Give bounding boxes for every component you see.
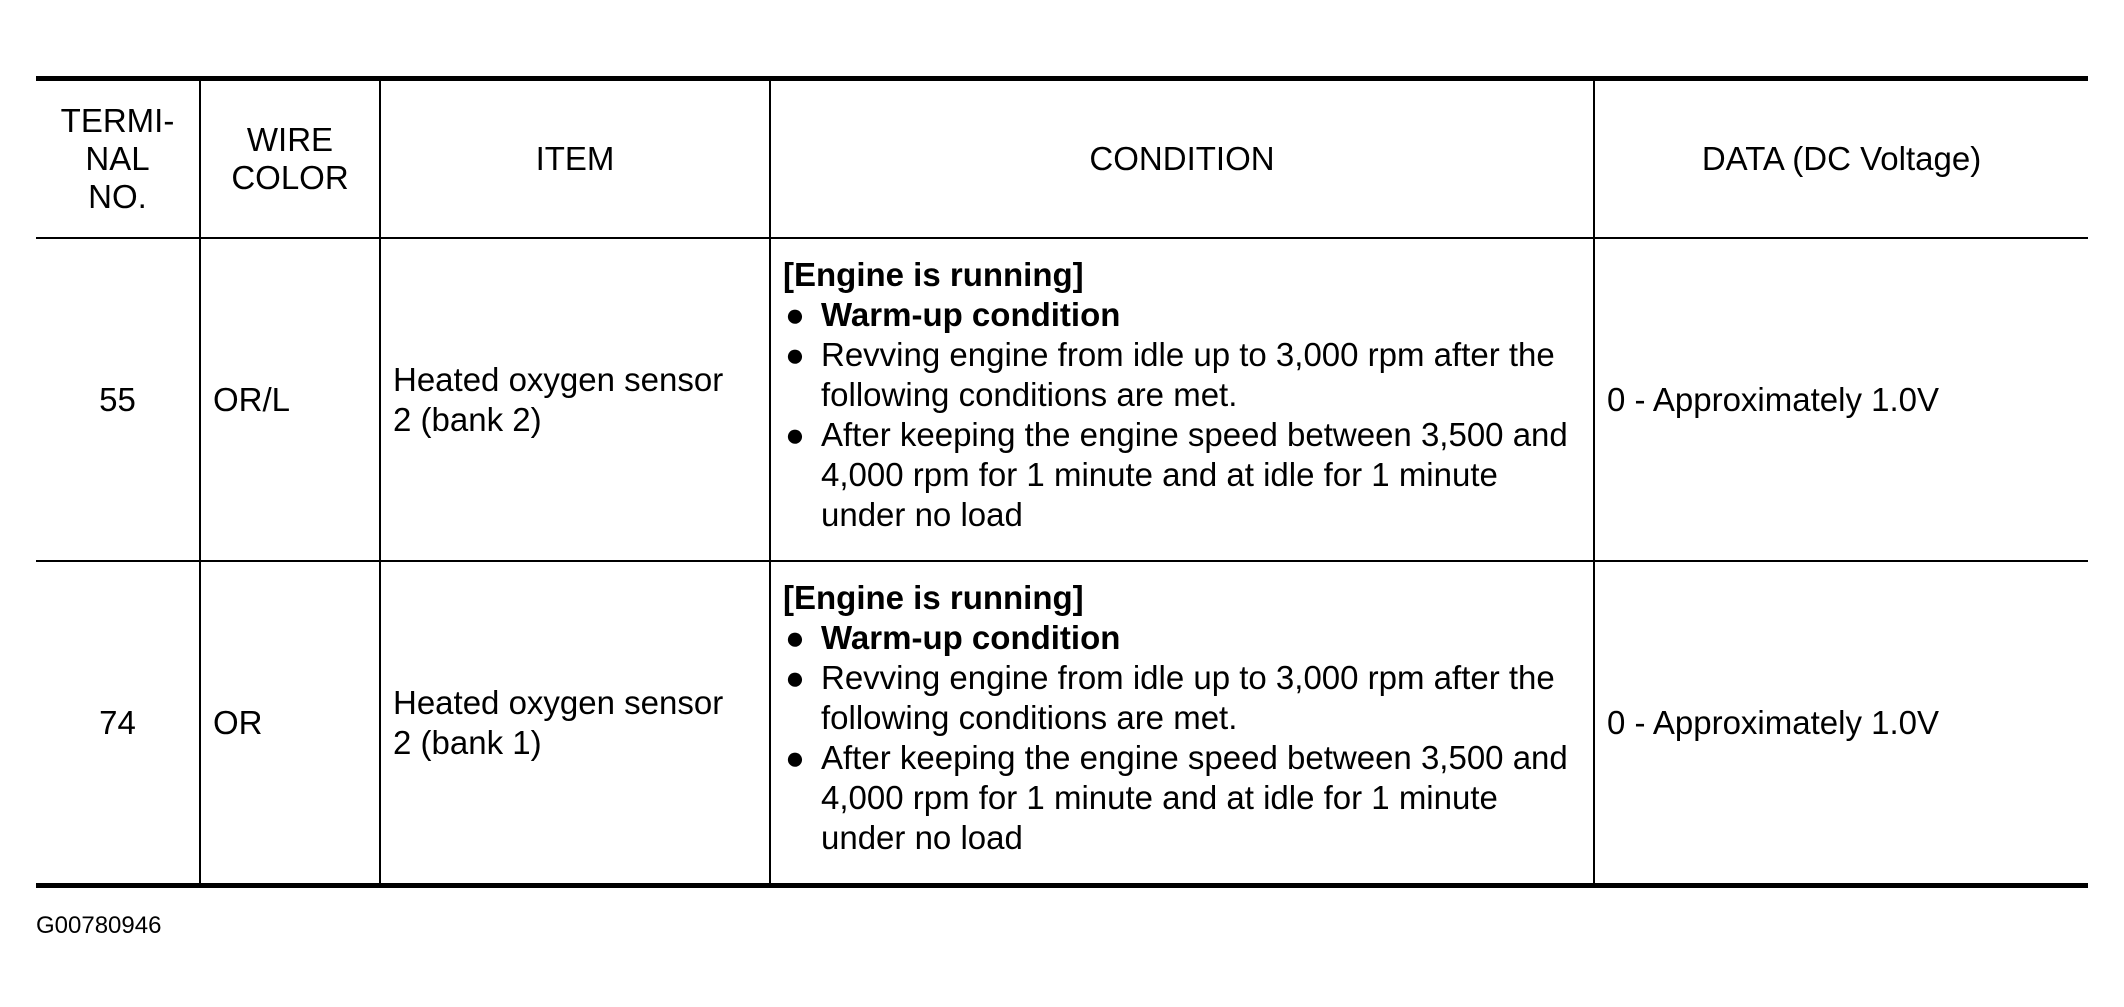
item-cell: Heated oxygen sensor 2 (bank 2) [380,238,770,561]
bullet-icon: ● [785,336,805,373]
bullet-icon: ● [785,416,805,453]
condition-header: [Engine is running] [783,579,1084,616]
terminal-no-cell: 74 [36,561,200,886]
data-cell: 0 - Approximately 1.0V [1594,238,2088,561]
condition-item: ● After keeping the engine speed between 3,500 and 4,000 rpm for 1 minute and at idle for 1 minute under no load [785,739,1568,856]
condition-header: [Engine is running] [783,256,1084,293]
table-row [36,238,2088,561]
header-condition: CONDITION [770,79,1594,239]
table-row [36,561,2088,886]
figure-id: G00780946 [36,912,162,939]
item-cell: Heated oxygen sensor 2 (bank 1) [380,561,770,886]
terminal-no-cell: 55 [36,238,200,561]
condition-cell [770,561,1594,886]
wire-color-cell: OR/L [200,238,380,561]
wire-color-cell: OR [200,561,380,886]
bullet-icon: ● [785,659,805,696]
data-cell: 0 - Approximately 1.0V [1594,561,2088,886]
spec-table-container [36,76,2088,888]
header-wire-color: WIRE COLOR [200,79,380,239]
terminal-data-table [36,76,2088,888]
condition-item: ● Warm-up condition [785,619,1121,656]
table-header-row [36,79,2088,239]
header-data: DATA (DC Voltage) [1594,79,2088,239]
header-item: ITEM [380,79,770,239]
bullet-icon: ● [785,296,805,333]
condition-list [783,295,1583,535]
bullet-icon: ● [785,619,805,656]
bullet-icon: ● [785,739,805,776]
condition-list [783,618,1583,858]
condition-cell [770,238,1594,561]
condition-item: ● After keeping the engine speed between 3,500 and 4,000 rpm for 1 minute and at idle for 1 minute under no load [785,416,1568,533]
header-terminal-no: TERMI- NAL NO. [36,79,200,239]
condition-item: ● Revving engine from idle up to 3,000 rpm after the following conditions are met. [785,659,1555,736]
condition-item: ● Revving engine from idle up to 3,000 rpm after the following conditions are met. [785,336,1555,413]
condition-item: ● Warm-up condition [785,296,1121,333]
